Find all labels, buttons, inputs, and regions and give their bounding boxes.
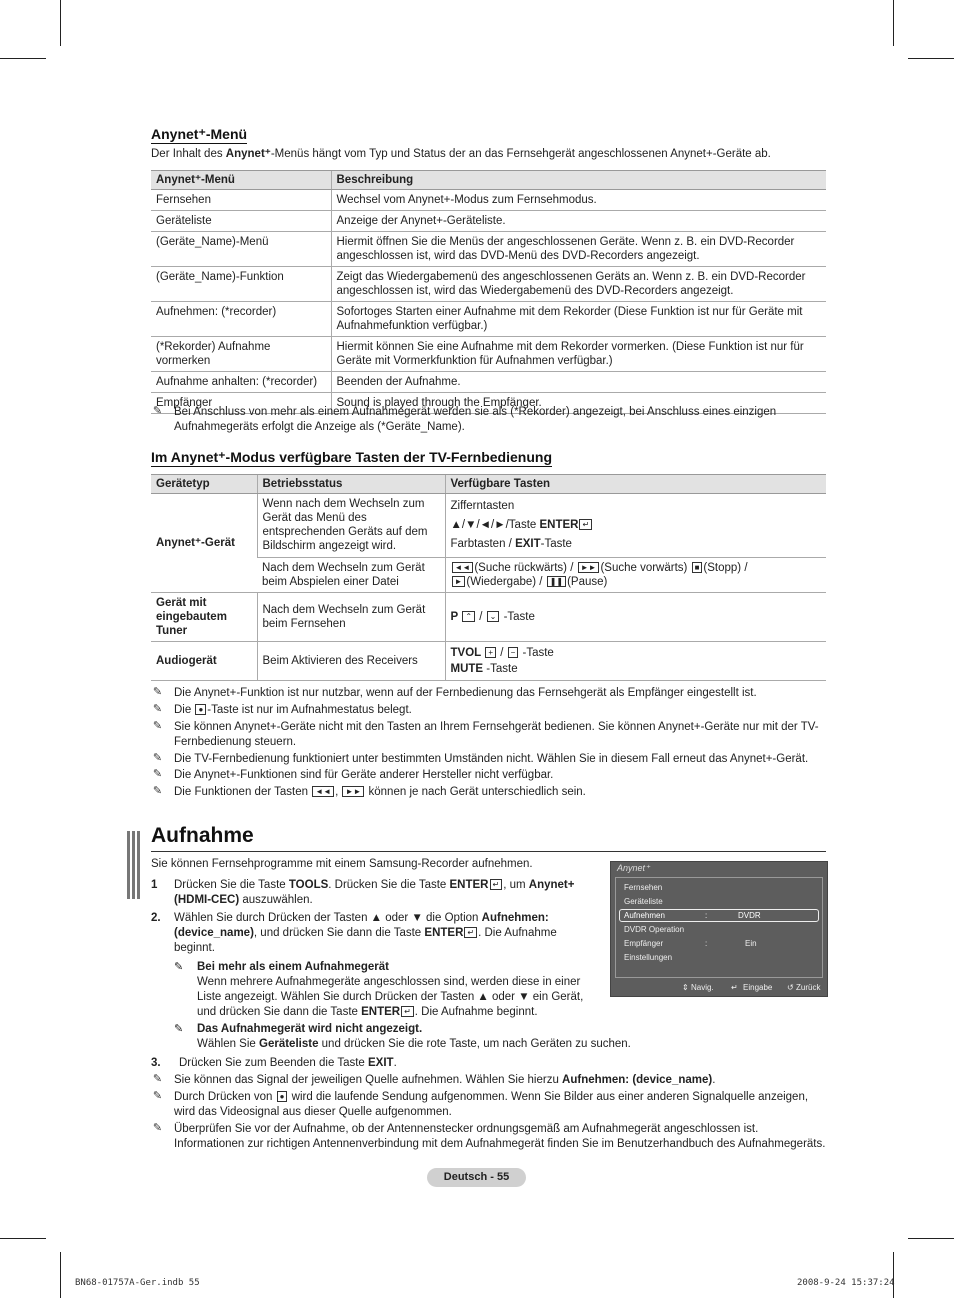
note-text-part: Sie können das Signal der jeweiligen Quelle aufnehmen. Wählen Sie hierzu — [174, 1074, 563, 1086]
osd-colon: : — [705, 911, 708, 920]
page-number-badge: Deutsch - 55 — [427, 1168, 526, 1187]
print-file-info: BN68-01757A-Ger.indb 55 — [75, 1278, 200, 1288]
table-row — [151, 337, 826, 372]
note — [152, 768, 827, 783]
note — [152, 752, 827, 767]
table-row — [151, 232, 826, 267]
step-3 — [151, 1056, 651, 1071]
table-cell — [445, 593, 826, 642]
key-text: (Pause) — [567, 576, 608, 588]
key-text: (Wiedergabe) / — [466, 576, 543, 588]
key-text: (Suche rückwärts) / — [474, 562, 574, 574]
key-line: Zifferntasten — [450, 500, 515, 512]
step-text-part: , um — [503, 879, 529, 891]
table-cell: Hiermit können Sie eine Aufnahme mit dem Rekorder vormerken. (Diese Funktion ist nur für Geräte mit Vormerkfunktion für Aufnahmen verfügbar.) — [331, 337, 826, 372]
table-cell: Nach dem Wechseln zum Gerät beim Fernsehen — [257, 593, 445, 642]
table-cell: Wenn nach dem Wechseln zum Gerät das Menü des entsprechenden Geräts auf dem Bildschirm angezeigt wird. — [257, 494, 445, 558]
key-text: Farbtasten / — [450, 538, 516, 550]
column-header: Gerätetyp — [151, 475, 257, 494]
enter-icon: ↵ — [731, 983, 738, 992]
step-text-part: auszuwählen. — [239, 894, 313, 906]
table-cell: Wechsel vom Anynet+-Modus zum Fernsehmodus. — [331, 190, 826, 211]
table-cell: Sound is played through the Empfänger. — [331, 393, 826, 414]
osd-nav-label: Navig. — [691, 983, 714, 992]
key-text: / — [476, 611, 486, 623]
osd-item-einstellungen[interactable]: Einstellungen — [624, 953, 673, 962]
note-icon: ✎ — [152, 405, 163, 417]
step-text — [174, 911, 591, 956]
step-text — [179, 1056, 651, 1071]
step-text-part: . Drücken Sie die Taste — [328, 879, 450, 891]
note-text-part: Die Funktionen der Tasten — [174, 786, 312, 798]
table-row — [151, 494, 826, 558]
note — [152, 1073, 827, 1088]
volume-down-icon: − — [508, 647, 519, 658]
note-text — [174, 1073, 827, 1088]
note-text: Die Anynet+-Funktionen sind für Geräte anderer Hersteller nicht verfügbar. — [174, 769, 554, 781]
crop-mark — [60, 1252, 61, 1298]
intro-bold: Anynet⁺ — [225, 148, 271, 160]
sub-note-part: Wählen Sie — [197, 1038, 260, 1050]
table-cell: Fernsehen — [151, 190, 331, 211]
note-icon: ✎ — [152, 785, 163, 797]
step-2 — [151, 911, 591, 956]
note — [152, 785, 827, 800]
key-line — [451, 535, 822, 554]
table-row — [151, 302, 826, 337]
rewind-icon: ◄◄ — [312, 786, 334, 797]
osd-item-fernsehen[interactable]: Fernsehen — [624, 883, 663, 892]
crop-mark — [60, 0, 61, 46]
column-header: Betriebsstatus — [257, 475, 445, 494]
fast-forward-icon: ►► — [342, 786, 364, 797]
table-header-row — [151, 171, 826, 190]
key-text: -Taste — [500, 611, 535, 623]
crop-mark — [893, 0, 894, 46]
anynet-osd-menu — [610, 861, 828, 997]
enter-icon: ↵ — [490, 879, 503, 890]
step-text-part: Wählen Sie durch Drücken der Tasten ▲ oder ▼ die Option — [174, 912, 482, 924]
step-number: 3. — [151, 1057, 161, 1069]
key-text: -Taste — [519, 647, 554, 659]
record-icon: ● — [195, 704, 206, 715]
note — [152, 405, 827, 434]
intro-text: Der Inhalt des — [151, 148, 226, 160]
navigate-icon: ⇕ — [682, 983, 689, 992]
osd-item-empfanger[interactable] — [624, 939, 757, 948]
table-cell: Sofortoges Starten einer Aufnahme mit dem Rekorder (Diese Funktion ist nur für Geräte mit Aufnahmefunktion verfügbar.) — [331, 302, 826, 337]
step-text-part: Drücken Sie zum Beenden die Taste — [179, 1057, 369, 1069]
p-label: P — [450, 611, 459, 623]
osd-footer — [611, 980, 827, 996]
note-icon: ✎ — [152, 752, 163, 764]
anynet-menu-table — [151, 170, 826, 414]
table-cell: Geräteliste — [151, 211, 331, 232]
note-bold: Aufnehmen: (device_name) — [562, 1074, 713, 1086]
device-list-label: Geräteliste — [259, 1038, 319, 1050]
osd-item-dvdr-operation[interactable]: DVDR Operation — [624, 925, 685, 934]
note — [152, 1090, 827, 1119]
crop-mark — [0, 1238, 46, 1239]
table-cell — [151, 593, 257, 642]
sub-note-title: Das Aufnahmegerät wird nicht angezeigt. — [197, 1023, 423, 1035]
table-row — [151, 211, 826, 232]
table-cell: Aufnahme anhalten: (*recorder) — [151, 372, 331, 393]
step-number: 2. — [151, 912, 161, 924]
note-text-part: . — [712, 1074, 716, 1086]
osd-item-value: DVDR — [738, 911, 761, 920]
step-1 — [151, 878, 591, 908]
key-text: -Taste — [483, 663, 518, 675]
table-cell: Anzeige der Anynet+-Geräteliste. — [331, 211, 826, 232]
key-text: (Stopp) / — [703, 562, 748, 574]
pause-icon: ❚❚ — [547, 576, 566, 587]
tvol-label: TVOL — [450, 647, 482, 659]
note-text — [174, 1090, 827, 1119]
note-text: Sie können Anynet+-Geräte nicht mit den Tasten an Ihrem Fernsehgerät bedienen. Sie können Anynet+-Geräte nur mit der TV-Fernbedienung steuern. — [174, 721, 819, 748]
enter-icon: ↵ — [579, 519, 592, 530]
step-text-part: . — [393, 1057, 397, 1069]
note-text-part: können je nach Gerät unterschiedlich sein. — [368, 786, 586, 798]
return-icon: ↺ — [787, 983, 794, 992]
option-label: Aufnehmen: (device_name) — [174, 912, 549, 939]
osd-item-label: Empfänger — [624, 939, 664, 948]
table-cell — [151, 494, 257, 593]
tools-label: TOOLS — [288, 879, 329, 891]
osd-menu-panel — [615, 877, 823, 978]
note — [152, 1122, 827, 1151]
crop-mark — [908, 1238, 954, 1239]
volume-up-icon: + — [485, 647, 496, 658]
channel-up-icon: ⌃ — [462, 611, 475, 622]
channel-down-icon: ⌄ — [487, 611, 500, 622]
title-divider — [151, 851, 826, 852]
table-cell: (*Rekorder) Aufnahme vormerken — [151, 337, 331, 372]
sub-note-part: Wenn mehrere Aufnahmegeräte angeschlossen sind, werden diese in einer Liste angezeigt. Wählen Sie durch Drücken der Tasten ▲ oder ▼ ein Gerät, und drücken Sie dann die Taste — [197, 976, 584, 1018]
enter-label: ENTER — [361, 1006, 401, 1018]
table-row — [151, 593, 826, 642]
note-icon: ✎ — [152, 768, 163, 780]
table-cell: Empfänger — [151, 393, 331, 414]
note-icon: ✎ — [174, 1023, 184, 1035]
table-cell: Zeigt das Wiedergabemenü des angeschlossenen Geräts an. Wenn z. B. ein DVD-Recorder angeschlossen ist, wird das Wiedergabemenü des DVD-Recorders angezeigt. — [331, 267, 826, 302]
print-date-info: 2008-9-24 15:37:24 — [797, 1278, 895, 1288]
table-cell — [445, 494, 826, 558]
key-text: (Suche vorwärts) — [600, 562, 688, 574]
note — [152, 686, 827, 701]
enter-label: ENTER — [424, 927, 464, 939]
column-header: Beschreibung — [331, 171, 826, 190]
note-text-part: Die — [174, 704, 195, 716]
crop-mark — [908, 58, 954, 59]
table-cell: Hiermit öffnen Sie die Menüs der angeschlossenen Geräte. Wenn z. B. ein DVD-Recorder angeschlossen ist, wird das DVD-Menü des DVD-Recorders angezeigt. — [331, 232, 826, 267]
note — [152, 703, 827, 718]
key-line — [451, 661, 822, 677]
osd-item-aufnehmen[interactable] — [619, 909, 819, 922]
play-icon: ► — [452, 576, 466, 587]
exit-label: EXIT — [515, 538, 541, 550]
device-type: Anynet⁺-Gerät — [156, 537, 235, 549]
step-number: 1 — [151, 879, 158, 891]
page-title: Aufnahme — [151, 824, 254, 847]
sub-note-part: und drücken Sie die rote Taste, um nach Geräten zu suchen. — [318, 1038, 631, 1050]
exit-label: EXIT — [368, 1057, 394, 1069]
note-icon: ✎ — [152, 720, 163, 732]
note-text: Überprüfen Sie vor der Aufnahme, ob der Antennenstecker ordnungsgemäß am Aufnahmegerät angeschlossen ist. Informationen zur richtigen Antennenverbindung mit dem Aufnahmegerät finden Sie im Benutzerhandbuch des Aufnahmegeräts. — [174, 1123, 826, 1150]
enter-icon: ↵ — [401, 1006, 414, 1017]
aufnahme-intro: Sie können Fernsehprogramme mit einem Samsung-Recorder aufnehmen. — [151, 858, 533, 870]
key-line: TVOL + / − -Taste — [450, 647, 554, 659]
record-icon: ● — [277, 1091, 288, 1102]
table-cell — [151, 642, 257, 681]
note-icon: ✎ — [174, 961, 184, 973]
section-title-remote-keys: Im Anynet⁺-Modus verfügbare Tasten der TV-Fernbedienung — [151, 449, 552, 465]
osd-colon: : — [705, 939, 708, 948]
section-intro — [151, 147, 831, 161]
note-text-part: Durch Drücken von — [174, 1091, 276, 1103]
enter-icon: ↵ — [464, 927, 477, 938]
table-cell: Aufnehmen: (*recorder) — [151, 302, 331, 337]
anynet-logo: Anynet⁺ — [617, 863, 650, 873]
crop-mark — [0, 58, 46, 59]
device-type: Audiogerät — [156, 655, 217, 667]
section-title-anynet-menu: Anynet⁺-Menü — [151, 126, 248, 142]
table-cell: Nach dem Wechseln zum Gerät beim Abspielen einer Datei — [257, 558, 445, 593]
anynet-label: Anynet+ (HDMI-CEC) — [174, 879, 575, 906]
note-text: Die TV-Fernbedienung funktioniert unter bestimmten Umständen nicht. Wählen Sie in diesem Fall erneut das Anynet+-Gerät. — [174, 753, 809, 765]
step-text-part: , und drücken Sie dann die Taste — [253, 927, 425, 939]
device-type: Gerät mit eingebautem Tuner — [156, 597, 227, 637]
enter-label: ENTER — [539, 519, 579, 531]
mute-label: MUTE — [450, 663, 484, 675]
table-row — [151, 267, 826, 302]
key-text: -Taste — [540, 538, 572, 550]
osd-item-label: Aufnehmen — [624, 911, 665, 920]
note-text: Die Anynet+-Funktion ist nur nutzbar, wenn auf der Fernbedienung das Fernsehgerät als Empfänger eingestellt ist. — [174, 687, 757, 699]
note-icon: ✎ — [152, 703, 163, 715]
note-text — [174, 703, 827, 718]
note-text-part: -Taste ist nur im Aufnahmestatus belegt. — [207, 704, 412, 716]
step-text — [174, 878, 591, 908]
note-text: Die Funktionen der Tasten ◄◄ , ►► können je nach Gerät unterschiedlich sein. — [174, 786, 586, 798]
note — [152, 720, 827, 749]
fast-forward-icon: ►► — [578, 562, 600, 573]
note-text: Bei Anschluss von mehr als einem Aufnahmegerät werden sie als (*Rekorder) angezeigt, bei Anschluss eines einzigen Aufnahmegeräts erfolgt die Anzeige als (*Geräte_Name). — [174, 406, 777, 433]
table-cell: (Geräte_Name)-Menü — [151, 232, 331, 267]
table-header-row — [151, 475, 826, 494]
table-row — [151, 190, 826, 211]
remote-keys-table — [151, 474, 826, 681]
osd-item-geraeteliste[interactable]: Geräteliste — [624, 897, 663, 906]
note-text-part: wird die laufende Sendung aufgenommen. Wenn Sie Bilder aus einer anderen Signalquelle anzeigen, wird das Videosignal aus dieser Quelle aufgenommen. — [174, 1091, 809, 1118]
table-cell — [445, 558, 826, 593]
column-header: Verfügbare Tasten — [445, 475, 826, 494]
column-header: Anynet⁺-Menü — [151, 171, 331, 190]
step-text-part: Drücken Sie die Taste — [174, 879, 289, 891]
osd-item-value: Ein — [745, 939, 757, 948]
osd-back-label: Zurück — [796, 983, 821, 992]
key-line — [451, 516, 822, 535]
note-icon: ✎ — [152, 686, 163, 698]
crop-mark — [893, 1252, 894, 1298]
sub-note-text — [197, 1022, 834, 1052]
table-cell — [445, 642, 826, 681]
sub-note-2 — [174, 1022, 834, 1052]
sub-note-part: . Die Aufnahme beginnt. — [414, 1006, 538, 1018]
enter-label: ENTER — [449, 879, 489, 891]
intro-text-2: -Menüs hängt vom Typ und Status der an das Fernsehgerät angeschlossenen Anynet+-Geräte ab. — [270, 148, 771, 160]
note-icon: ✎ — [152, 1073, 163, 1085]
table-row — [151, 642, 826, 681]
table-cell: Beim Aktivieren des Receivers — [257, 642, 445, 681]
table-row — [151, 372, 826, 393]
osd-enter-label: Eingabe — [743, 983, 773, 992]
key-text: ▲/▼/◄/►/Taste — [450, 519, 540, 531]
note-icon: ✎ — [152, 1090, 163, 1102]
table-cell: (Geräte_Name)-Funktion — [151, 267, 331, 302]
sub-note-title: Bei mehr als einem Aufnahmegerät — [197, 961, 389, 973]
stop-icon: ■ — [692, 562, 703, 573]
sub-note-text — [197, 960, 588, 1020]
sub-note-1 — [174, 960, 588, 1020]
step-text-part: . Die Aufnahme beginnt. — [174, 927, 557, 954]
rewind-icon: ◄◄ — [452, 562, 474, 573]
note-icon: ✎ — [152, 1122, 163, 1134]
table-cell: Beenden der Aufnahme. — [331, 372, 826, 393]
